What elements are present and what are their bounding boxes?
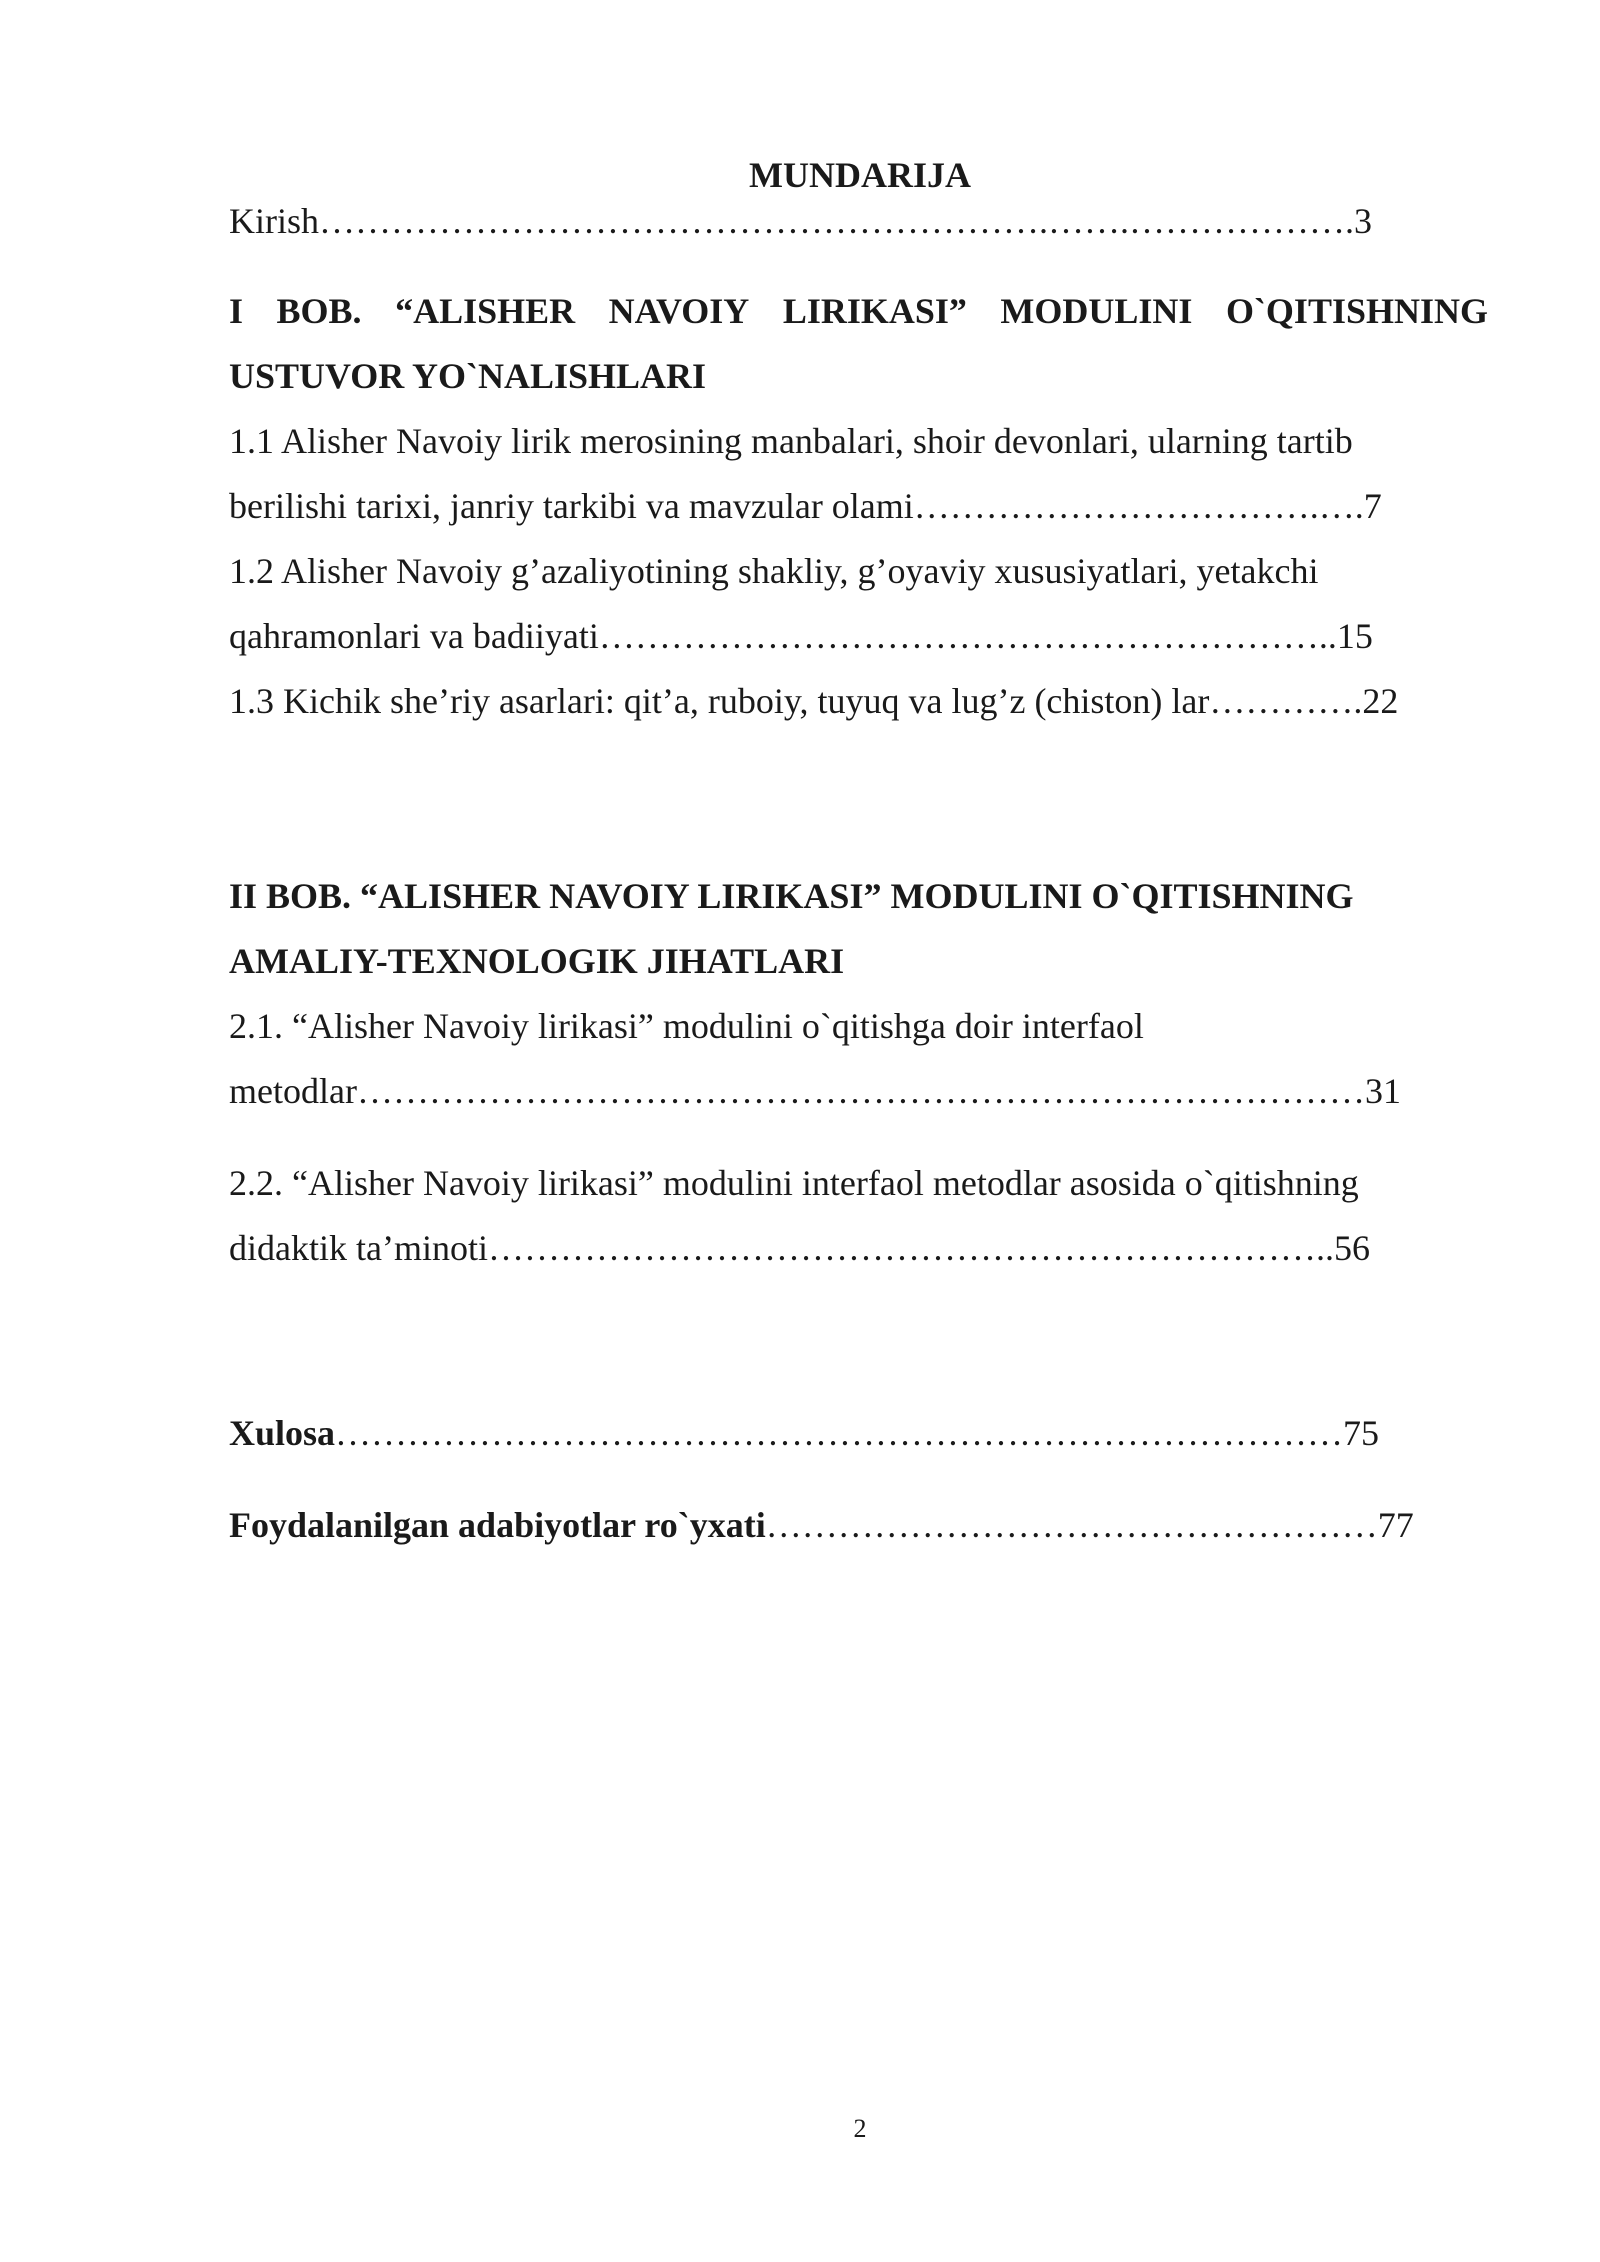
toc-entry-2-2-line-2: didaktik ta’minoti……………………………………………………………..56 [229, 1228, 1370, 1268]
references-label: Foydalanilgan adabiyotlar ro`yxati [229, 1505, 766, 1545]
toc-entry-1-3: 1.3 Kichik she’riy asarlari: qit’a, ruboiy, tuyuq va lug’z (chiston) lar………….22 [229, 681, 1399, 721]
conclusion-leader: …………………………………………………………………………75 [335, 1413, 1380, 1453]
page-number: 2 [853, 2114, 867, 2143]
conclusion-label: Xulosa [229, 1413, 336, 1453]
toc-title: MUNDARIJA [749, 155, 971, 195]
toc-entry-2-1-line-1: 2.1. “Alisher Navoiy lirikasi” modulini o`qitishga doir interfaol [229, 1006, 1144, 1046]
toc-entry-2-1-line-2: metodlar…………………………………………………………………………31 [229, 1071, 1401, 1111]
toc-entry-1-1-line-2: berilishi tarixi, janriy tarkibi va mavzular olami…………………………….….7 [229, 486, 1382, 526]
heading-word: “ALISHER [395, 291, 576, 331]
references-leader: ……………………………………………77 [765, 1505, 1414, 1545]
toc-entry-1-2-line-1: 1.2 Alisher Navoiy g’azaliyotining shakliy, g’oyaviy xususiyatlari, yetakchi [229, 551, 1319, 591]
toc-entry-references [229, 1500, 1414, 1550]
toc-entry-2-2-line-1: 2.2. “Alisher Navoiy lirikasi” modulini interfaol metodlar asosida o`qitishning [229, 1163, 1359, 1203]
chapter-2-heading-line-1: II BOB. “ALISHER NAVOIY LIRIKASI” MODULINI O`QITISHNING [229, 876, 1354, 916]
toc-entry-1-1-line-1: 1.1 Alisher Navoiy lirik merosining manbalari, shoir devonlari, ularning tartib [229, 421, 1353, 461]
chapter-1-heading-line-2: USTUVOR YO`NALISHLARI [229, 356, 707, 396]
heading-word: LIRIKASI” [782, 291, 967, 331]
heading-word: I [229, 291, 244, 331]
heading-word: O`QITISHNING [1225, 291, 1488, 331]
toc-entry-1-2-line-2: qahramonlari va badiiyati……………………………………………………..15 [229, 616, 1373, 656]
toc-entry-conclusion [229, 1408, 1379, 1458]
heading-word: MODULINI [1000, 291, 1193, 331]
toc-entry-intro: Kirish…………………………………………………….…….……………….3 [229, 201, 1372, 241]
heading-word: NAVOIY [608, 291, 750, 331]
chapter-1-heading-line-1 [229, 286, 1488, 336]
chapter-2-heading-line-2: AMALIY-TEXNOLOGIK JIHATLARI [229, 941, 845, 981]
heading-word: BOB. [276, 291, 362, 331]
